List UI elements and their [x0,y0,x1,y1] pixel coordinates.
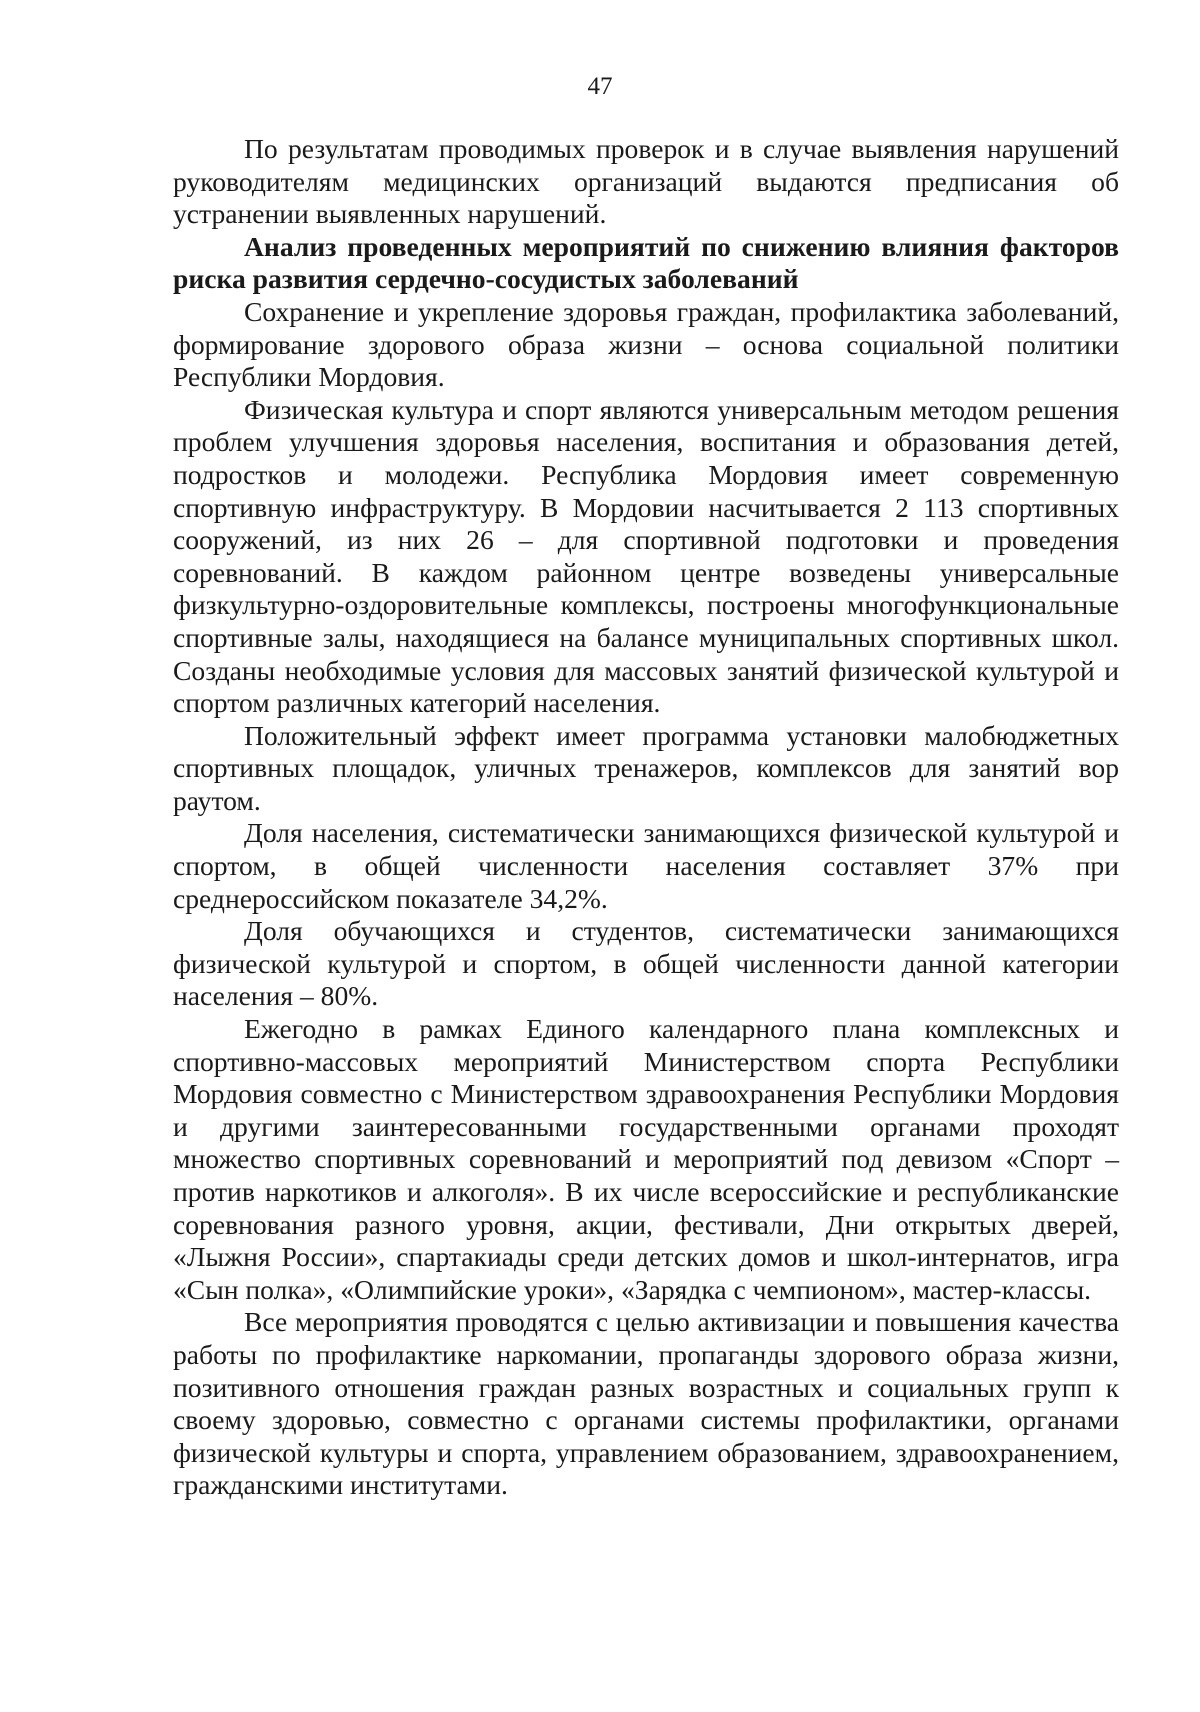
page-number: 47 [587,73,613,100]
paragraph-sport-grounds: Положительный эффект имеет программа установки малобюджетных спортивных площадок, уличных тренажеров, комплексов для занятий вор раутом. [173,719,1119,816]
paragraph-health-policy: Сохранение и укрепление здоровья граждан, профилактика заболеваний, формирование здорового образа жизни – основа социальной политики Республики Мордовия. [173,295,1119,393]
paragraph-inspections: По результатам проводимых проверок и в случае выявления нарушений руководителям медицинских организаций выдаются предписания об устранении выявленных нарушений. [173,133,1119,230]
paragraph-students-share: Доля обучающихся и студентов, систематически занимающихся физической культурой и спортом, в общей численности данной категории населения – 80%. [173,915,1119,1012]
paragraph-population-share: Доля населения, систематически занимающихся физической культурой и спортом, в общей численности населения составляет 37% при среднероссийском показателе 34,2%. [173,817,1119,914]
paragraph-sport-infrastructure: Физическая культура и спорт являются универсальным методом решения проблем улучшения здоровья населения, воспитания и образования детей, подростков и молодежи. Республика Мордовия имеет современную спортивную инфраструктуру. В Мордовии насчитывается 2 113 спортивных сооружений, из них 26 – для спортивной подготовки и проведения соревнований. В каждом районном центре возведены универсальные физкультурно-оздоровительные комплексы, построены многофункциональные спортивные залы, находящиеся на балансе муниципальных спортивных школ. Созданы необходимые условия для массовых занятий физической культурой и спортом различных категорий населения. [173,393,1119,719]
paragraph-prevention-goals: Все мероприятия проводятся с целью активизации и повышения качества работы по профилактике наркомании, пропаганды здорового образа жизни, позитивного отношения граждан разных возрастных и социальных групп к своему здоровью, совместно с органами системы профилактики, органами физической культуры и спорта, управлением образованием, здравоохранением, гражданскими институтами. [173,1306,1119,1501]
section-heading: Анализ проведенных мероприятий по снижению влияния факторов риска развития сердечно-сосудистых заболеваний [173,230,1119,295]
paragraph-annual-events: Ежегодно в рамках Единого календарного плана комплексных и спортивно-массовых мероприятий Министерством спорта Республики Мордовия совместно с Министерством здравоохранения Республики Мордовия и другими заинтересованными государственными органами проходят множество спортивных соревнований и мероприятий под девизом «Спорт – против наркотиков и алкоголя». В их числе всероссийские и республиканские соревнования разного уровня, акции, фестивали, Дни открытых дверей, «Лыжня России», спартакиады среди детских домов и школ-интернатов, игра «Сын полка», «Олимпийские уроки», «Зарядка с чемпионом», мастер-классы. [173,1013,1119,1305]
page-body [173,133,1119,1502]
